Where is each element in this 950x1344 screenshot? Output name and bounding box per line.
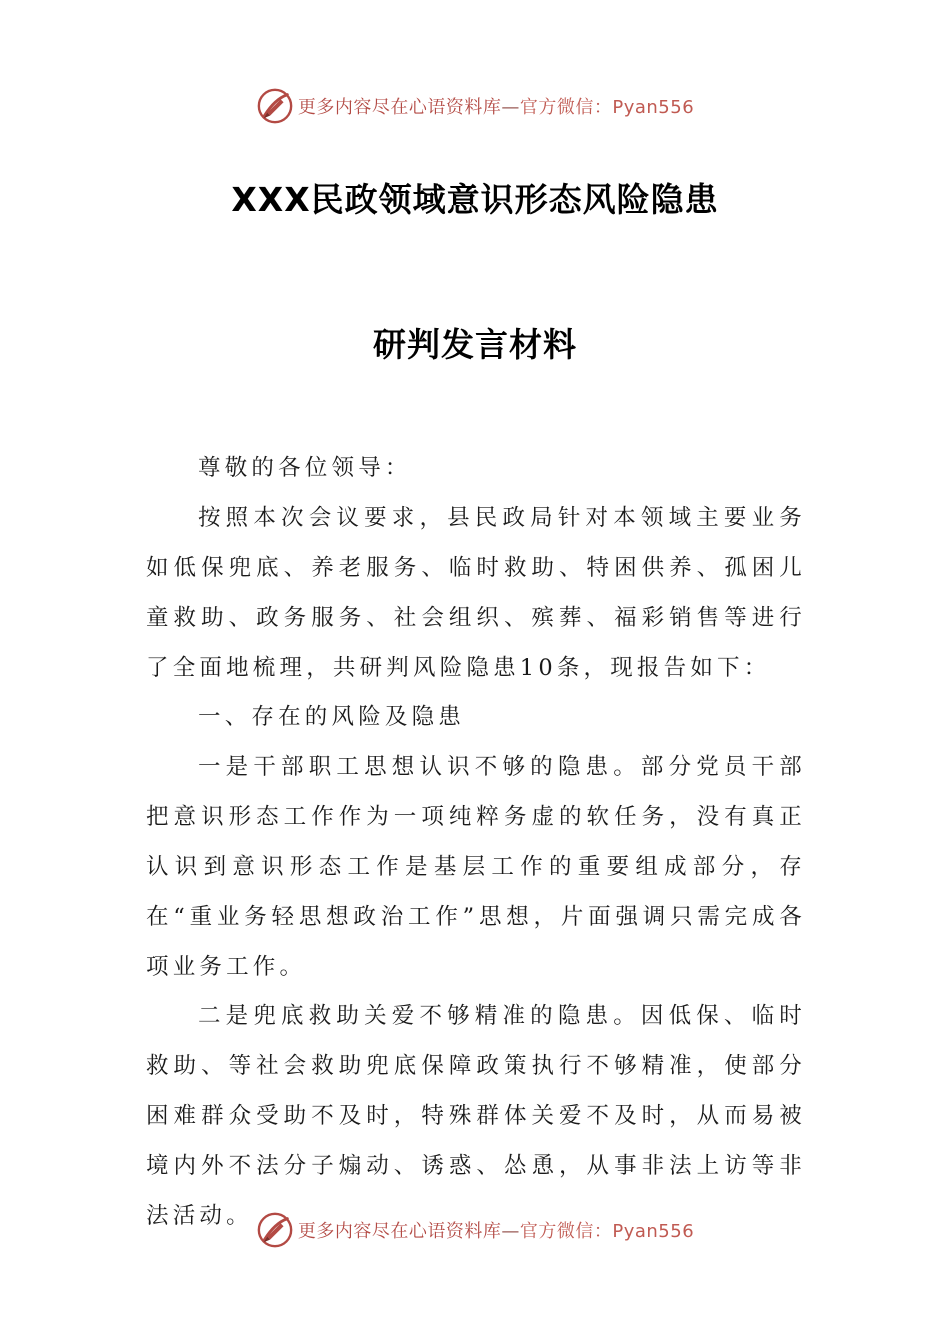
risk-item-2 <box>146 991 806 1241</box>
watermark-dash: — <box>501 1221 520 1242</box>
watermark-account: 官方微信：Pyan556 <box>519 1221 695 1242</box>
greeting-text: 尊敬的各位领导： <box>198 455 412 481</box>
watermark-main: 更多内容尽在心语资料库 <box>297 97 502 118</box>
section-heading <box>146 692 806 742</box>
footer-watermark <box>0 1210 950 1250</box>
pen-logo-icon <box>256 1211 294 1249</box>
risk-item-1-text: 一是干部职工思想认识不够的隐患。部分党员干部把意识形态工作作为一项纯粹务虚的软任务，没有真正认识到意识形态工作是基层工作的重要组成部分，存在“重业务轻思想政治工作”思想，片面强调只需完成各项业务工作。 <box>146 754 806 980</box>
intro-text: 按照本次会议要求，县民政局针对本领域主要业务如低保兜底、养老服务、临时救助、特困供养、孤困儿童救助、政务服务、社会组织、殡葬、福彩销售等进行了全面地梳理，共研判风险隐患10条，现报告如下： <box>146 505 806 681</box>
pen-logo-icon <box>256 87 294 125</box>
section-heading-text: 一、存在的风险及隐患 <box>198 704 466 730</box>
watermark-account: 官方微信：Pyan556 <box>519 97 695 118</box>
watermark-main: 更多内容尽在心语资料库 <box>297 1221 502 1242</box>
watermark-text <box>298 93 694 119</box>
risk-item-1 <box>146 742 806 992</box>
watermark-text <box>298 1217 694 1243</box>
intro-paragraph <box>146 493 806 693</box>
header-watermark <box>0 86 950 126</box>
document-title-line-2: 研判发言材料 <box>373 325 577 364</box>
greeting-paragraph <box>146 443 806 493</box>
document-title-line-1: XXX民政领域意识形态风险隐患 <box>231 180 719 219</box>
risk-item-2-text: 二是兜底救助关爱不够精准的隐患。因低保、临时救助、等社会救助兜底保障政策执行不够精准，使部分困难群众受助不及时，特殊群体关爱不及时，从而易被境内外不法分子煽动、诱惑、怂恿，从事非法上访等非法活动。 <box>146 1003 806 1229</box>
watermark-dash: — <box>501 97 520 118</box>
